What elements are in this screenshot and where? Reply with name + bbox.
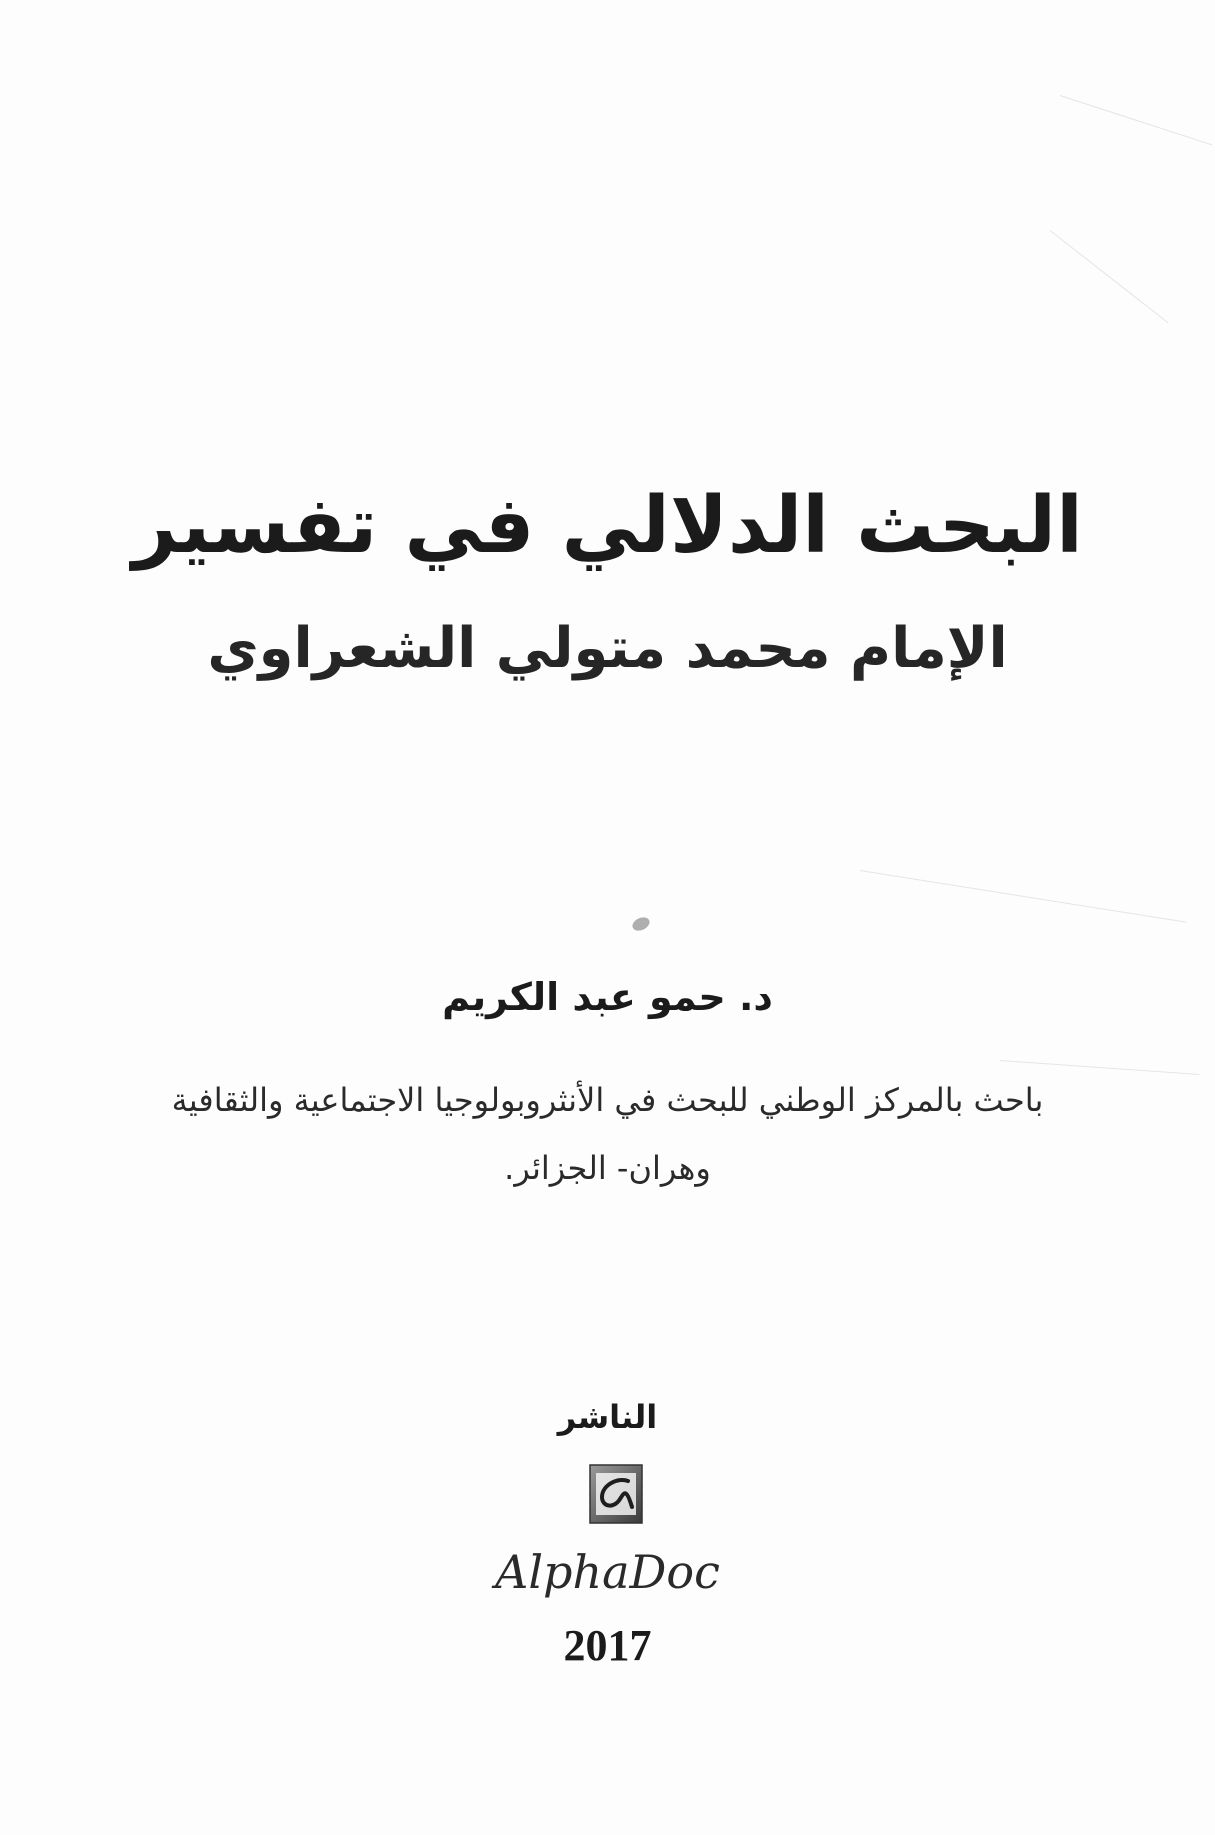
alpha-logo-icon: [588, 1463, 644, 1525]
author-affiliation-line1: باحث بالمركز الوطني للبحث في الأنثروبولوجيا الاجتماعية والثقافية: [171, 1081, 1044, 1119]
publication-year: 2017: [563, 1621, 652, 1670]
book-title: البحث الدلالي في تفسير: [132, 481, 1083, 571]
publisher-label: الناشر: [557, 1398, 658, 1436]
scan-streak: [1060, 95, 1212, 145]
author-affiliation-line2: وهران- الجزائر.: [504, 1149, 711, 1187]
scan-streak: [1000, 1060, 1200, 1075]
author-name: د. حمو عبد الكريم: [442, 975, 773, 1019]
book-subtitle: الإمام محمد متولي الشعراوي: [207, 616, 1008, 681]
scan-streak: [1050, 230, 1169, 323]
ink-smudge: [630, 915, 651, 933]
publisher-name: AlphaDoc: [495, 1545, 720, 1599]
scan-streak: [860, 870, 1186, 923]
